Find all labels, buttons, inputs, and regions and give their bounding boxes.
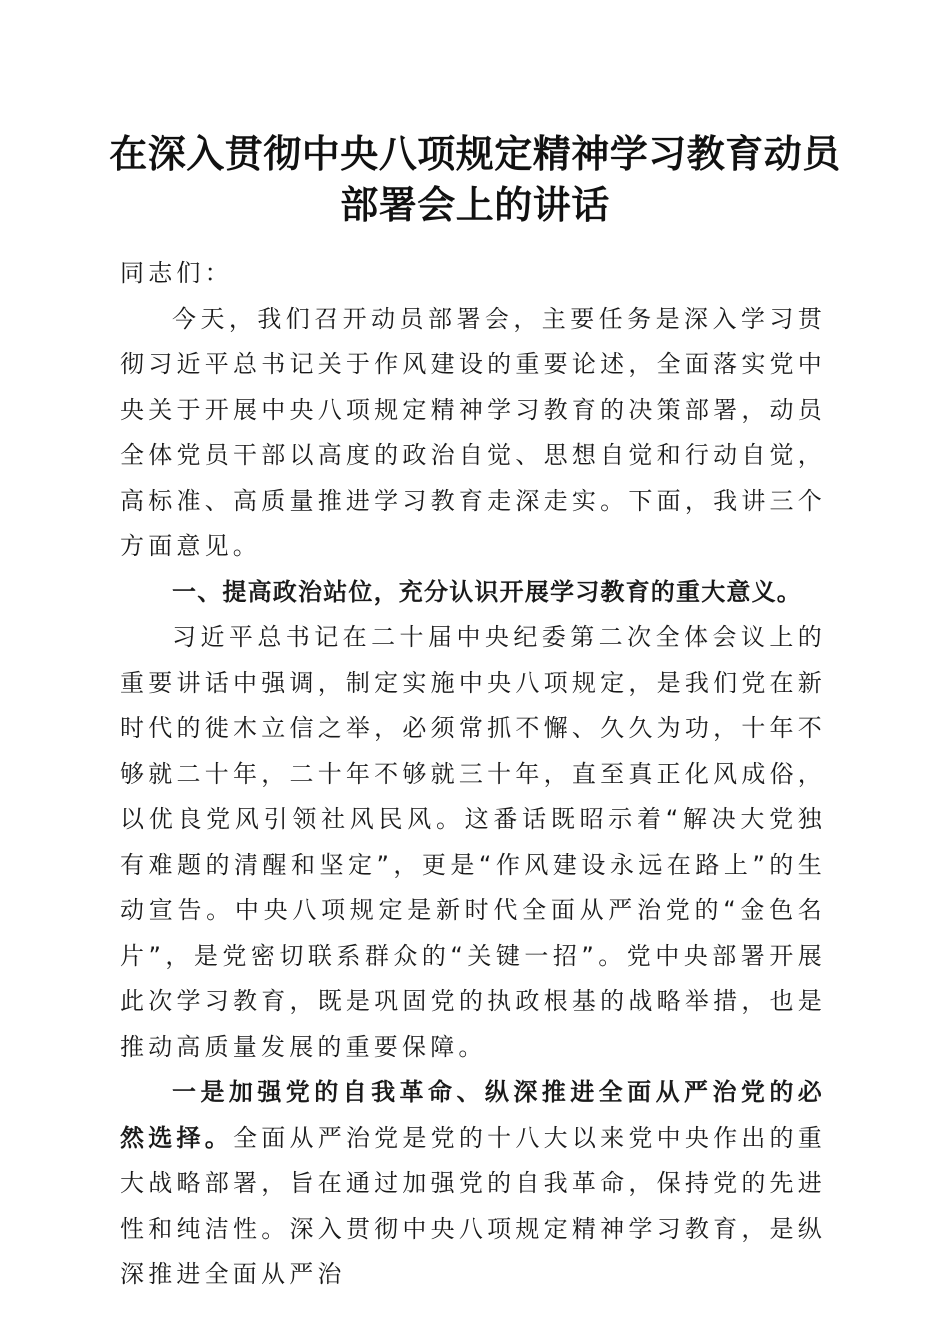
document-body bbox=[120, 251, 826, 1298]
point-1-body: 全面从严治党是党的十八大以来党中央作出的重大战略部署，旨在通过加强党的自我革命，保持党的先进性和纯洁性。深入贯彻中央八项规定精神学习教育，是纵深推进全面从严治 bbox=[120, 1123, 826, 1288]
intro-paragraph: 今天，我们召开动员部署会，主要任务是深入学习贯彻习近平总书记关于作风建设的重要论述，全面落实党中央关于开展中央八项规定精神学习教育的决策部署，动员全体党员干部以高度的政治自觉、思想自觉和行动自觉，高标准、高质量推进学习教育走深走实。下面，我讲三个方面意见。 bbox=[120, 304, 826, 560]
section-1-paragraph: 习近平总书记在二十届中央纪委第二次全体会议上的重要讲话中强调，制定实施中央八项规定，是我们党在新时代的徙木立信之举，必须常抓不懈、久久为功，十年不够就二十年，二十年不够就三十年，直至真正化风成俗，以优良党风引领社风民风。这番话既昭示着“解决大党独有难题的清醒和坚定”，更是“作风建设永远在路上”的生动宣告。中央八项规定是新时代全面从严治党的“金色名片”，是党密切联系群众的“关键一招”。党中央部署开展此次学习教育，既是巩固党的执政根基的战略举措，也是推动高质量发展的重要保障。 bbox=[120, 623, 826, 1061]
point-1-lead: 一是加强党的自我革命、纵深推进全面从严治党的必然选择。 bbox=[120, 1078, 826, 1152]
document-title: 在深入贯彻中央八项规定精神学习教育动员部署会上的讲话 bbox=[109, 131, 841, 227]
salutation: 同志们： bbox=[120, 259, 233, 287]
section-heading-1: 一、提高政治站位，充分认识开展学习教育的重大意义。 bbox=[172, 577, 802, 606]
point-1-paragraph bbox=[120, 1070, 826, 1298]
